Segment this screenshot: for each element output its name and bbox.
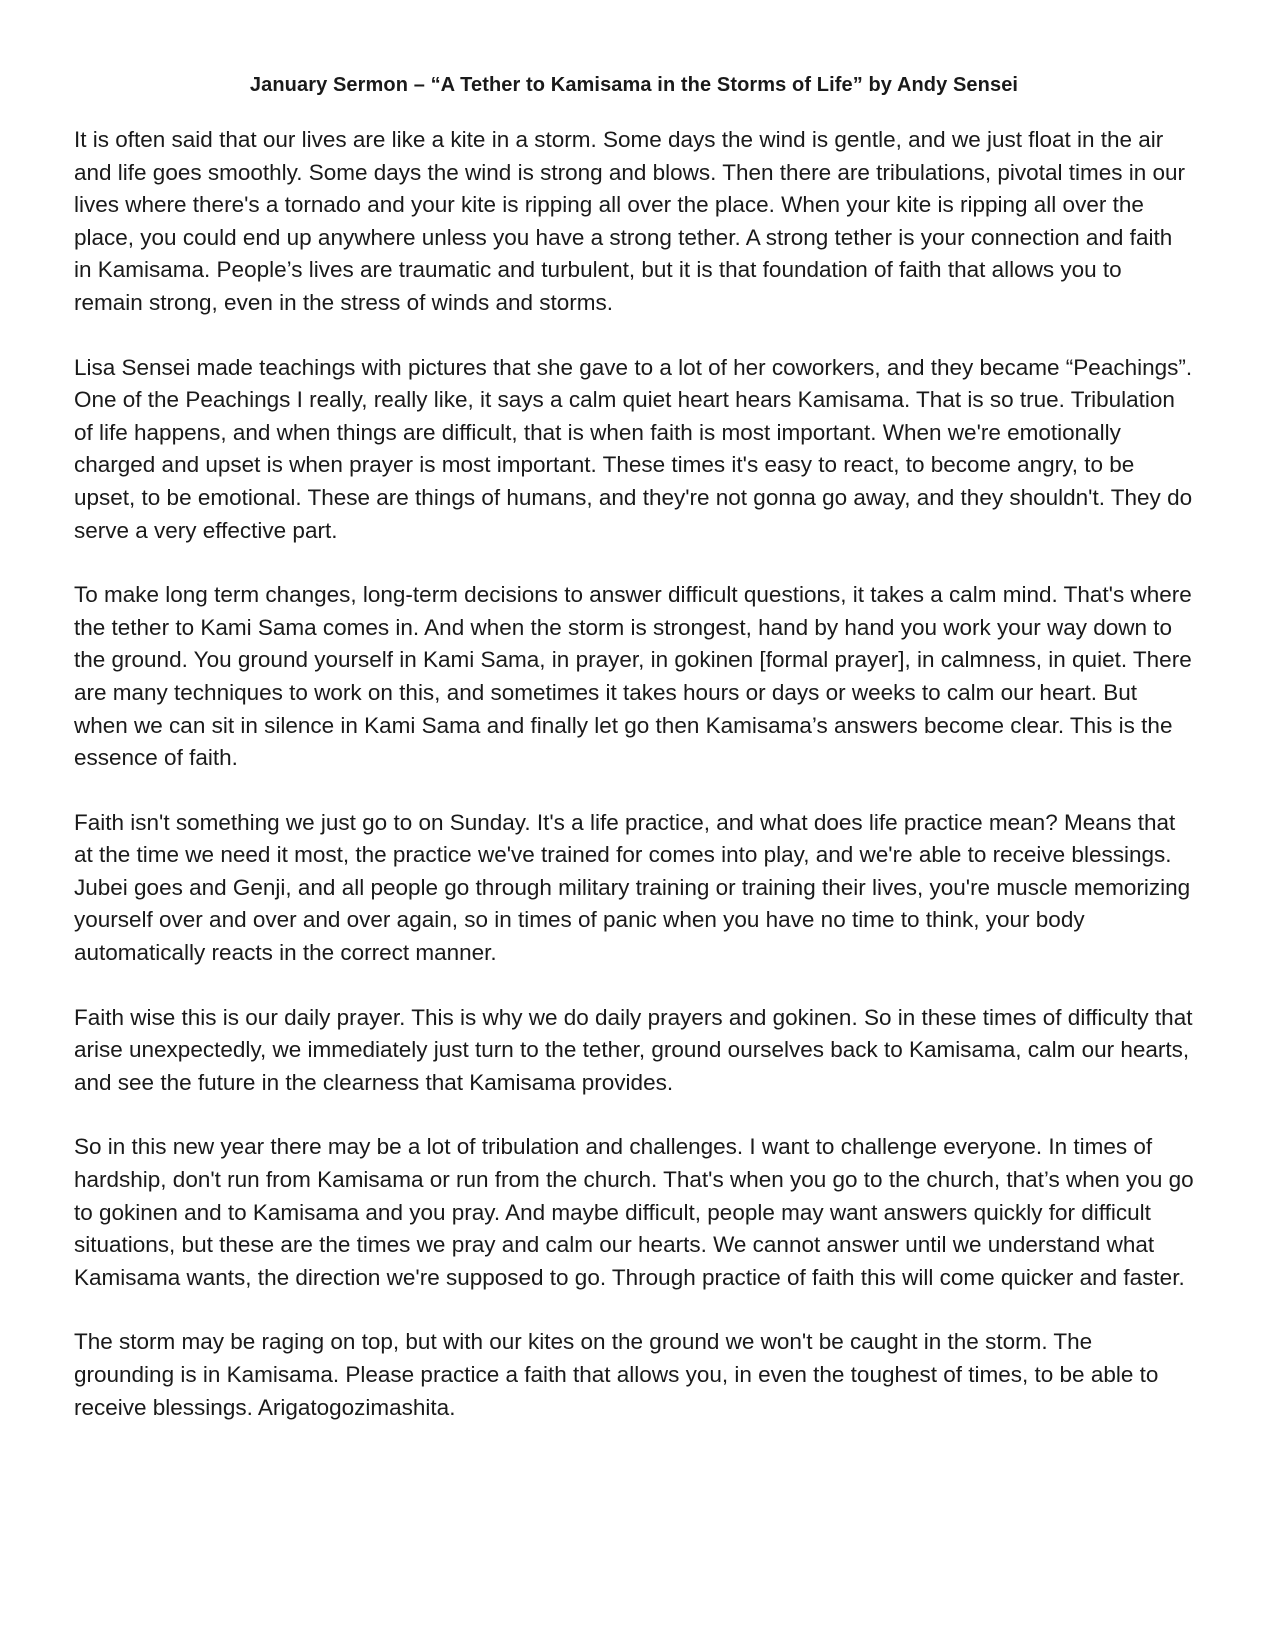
document-page bbox=[74, 70, 1194, 1456]
paragraph-7: The storm may be raging on top, but with our kites on the ground we won't be caught in the storm. The grounding is in Kamisama. Please practice a faith that allows you, in even the toughest of times, to be able to receive blessings. Arigatogozimashita. bbox=[74, 1329, 1159, 1420]
paragraph-2: Lisa Sensei made teachings with pictures that she gave to a lot of her coworkers, and they became “Peachings”. One of the Peachings I really, really like, it says a calm quiet heart hears Kamisama. That is so true. Tribulation of life happens, and when things are difficult, that is when faith is most important. When we're emotionally charged and upset is when prayer is most important. These times it's easy to react, to become angry, to be upset, to be emotional. These are things of humans, and they're not gonna go away, and they shouldn't. They do serve a very effective part. bbox=[74, 354, 1193, 543]
paragraph-3: To make long term changes, long-term decisions to answer difficult questions, it takes a calm mind. That's where the tether to Kami Sama comes in. And when the storm is strongest, hand by hand you work your way down to the ground. You ground yourself in Kami Sama, in prayer, in gokinen [formal prayer], in calmness, in quiet. There are many techniques to work on this, and sometimes it takes hours or days or weeks to calm our heart. But when we can sit in silence in Kami Sama and finally let go then Kamisama’s answers become clear. This is the essence of faith. bbox=[74, 582, 1192, 771]
paragraph-6: So in this new year there may be a lot of tribulation and challenges. I want to challenge everyone. In times of hardship, don't run from Kamisama or run from the church. That's when you go to the church, that’s when you go to gokinen and to Kamisama and you pray. And maybe difficult, people may want answers quickly for difficult situations, but these are the times we pray and calm our hearts. We cannot answer until we understand what Kamisama wants, the direction we're supposed to go. Through practice of faith this will come quicker and faster. bbox=[74, 1134, 1194, 1290]
sermon-title: January Sermon – “A Tether to Kamisama in the Storms of Life” by Andy Sensei bbox=[249, 74, 1019, 96]
paragraph-4: Faith isn't something we just go to on Sunday. It's a life practice, and what does life practice mean? Means that at the time we need it most, the practice we've trained for comes into play, and we're able to receive blessings. Jubei goes and Genji, and all people go through military training or training their lives, you're muscle memorizing yourself over and over and over again, so in times of panic when you have no time to think, your body automatically reacts in the correct manner. bbox=[74, 809, 1191, 966]
paragraph-1: It is often said that our lives are like a kite in a storm. Some days the wind is gentle, and we just float in the air and life goes smoothly. Some days the wind is strong and blows. Then there are tribulations, pivotal times in our lives where there's a tornado and your kite is ripping all over the place. When your kite is ripping all over the place, you could end up anywhere unless you have a strong tether. A strong tether is your connection and faith in Kamisama. People’s lives are traumatic and turbulent, but it is that foundation of faith that allows you to remain strong, even in the stress of winds and storms. bbox=[74, 127, 1186, 315]
paragraph-5: Faith wise this is our daily prayer. This is why we do daily prayers and gokinen. So in these times of difficulty that arise unexpectedly, we immediately just turn to the tether, ground ourselves back to Kamisama, calm our hearts, and see the future in the clearness that Kamisama provides. bbox=[74, 1004, 1193, 1095]
